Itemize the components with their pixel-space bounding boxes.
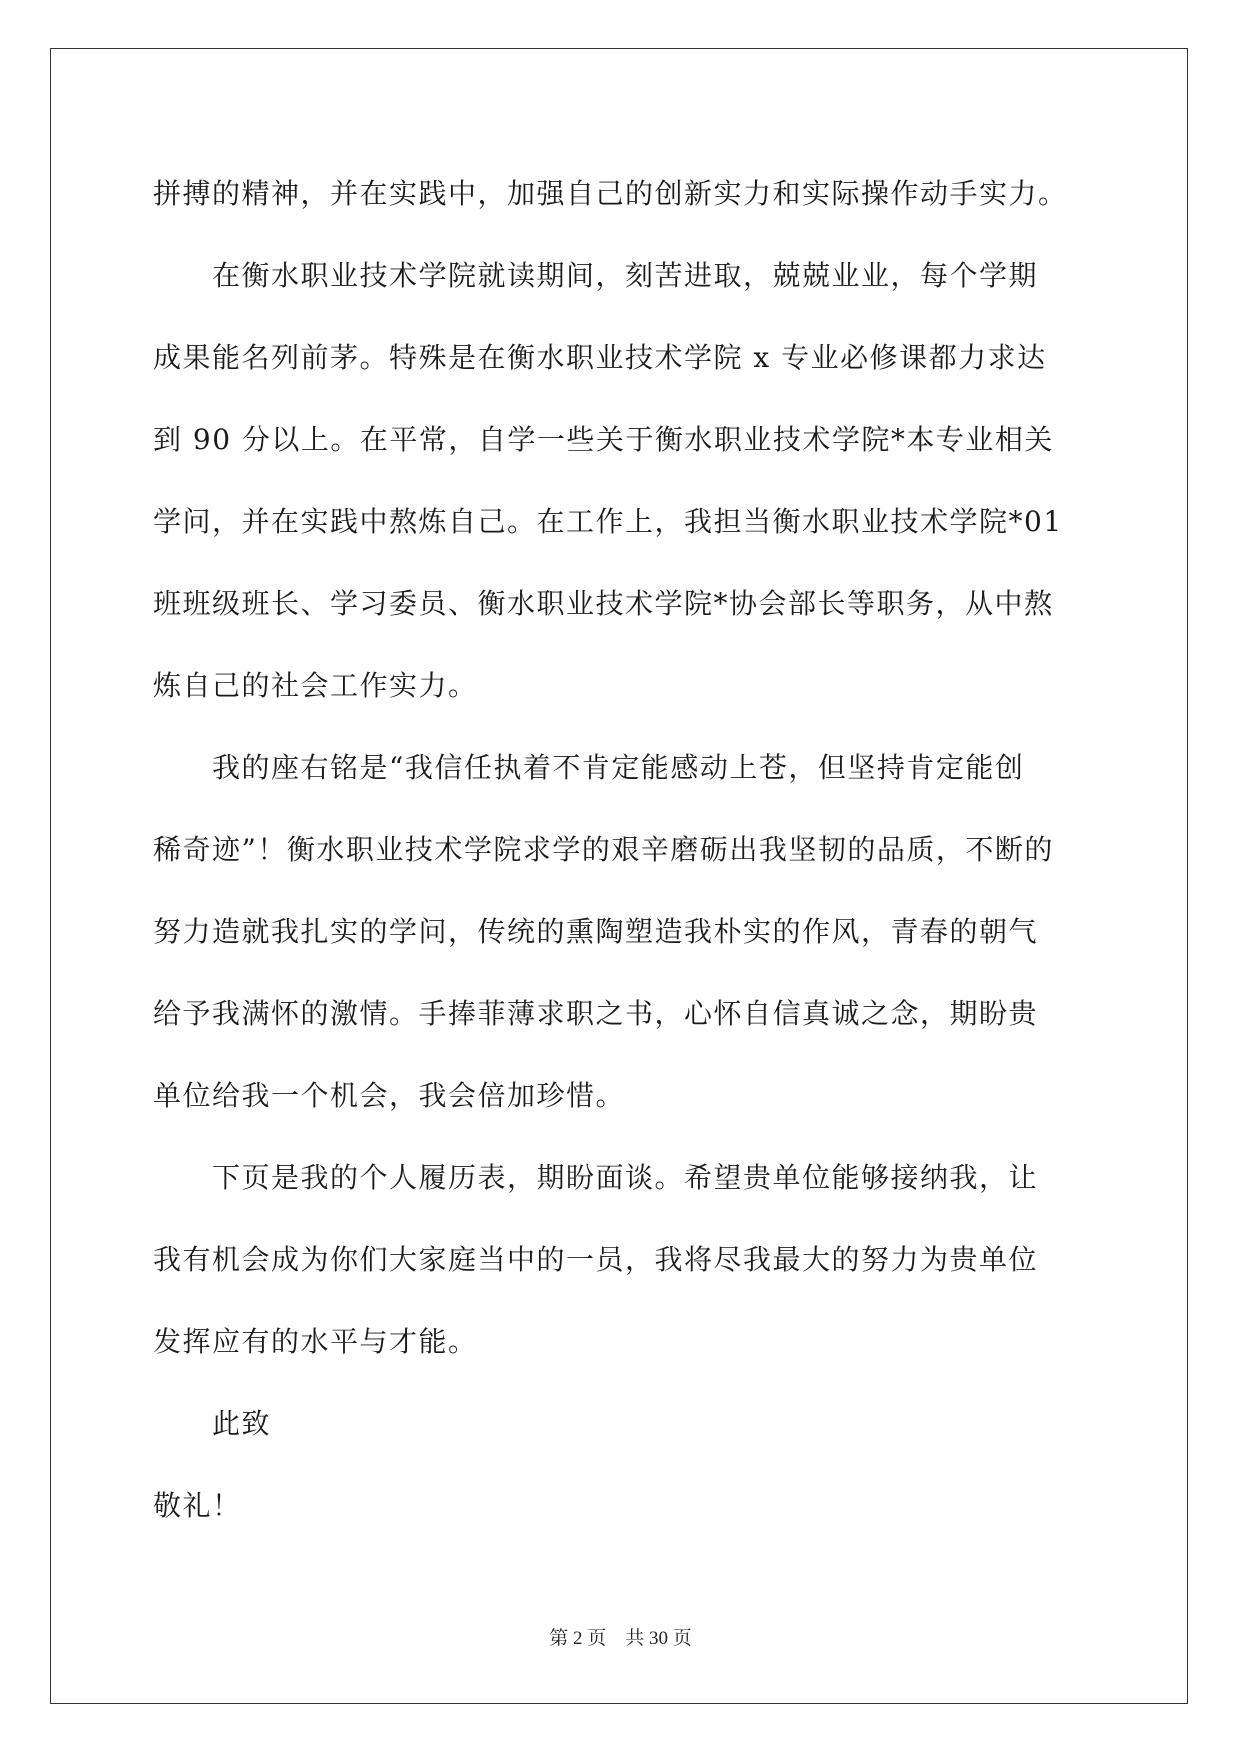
body-line: 班班级班长、学习委员、衡水职业技术学院*协会部长等职务，从中熬 [153,587,1054,620]
body-line: 我的座右铭是“我信任执着不肯定能感动上苍，但坚持肯定能创 [153,751,1025,784]
letter-body [153,153,1093,1547]
body-line: 给予我满怀的激情。手捧菲薄求职之书，心怀自信真诚之念，期盼贵 [153,997,1039,1030]
body-line: 成果能名列前茅。特殊是在衡水职业技术学院 x 专业必修课都力求达 [153,341,1047,374]
body-line: 努力造就我扎实的学问，传统的熏陶塑造我朴实的作风，青春的朝气 [153,915,1039,948]
body-line: 下页是我的个人履历表，期盼面谈。希望贵单位能够接纳我，让 [153,1161,1039,1194]
body-line: 单位给我一个机会，我会倍加珍惜。 [153,1079,626,1112]
salutation-line: 敬礼！ [153,1489,242,1522]
body-line: 发挥应有的水平与才能。 [153,1325,478,1358]
body-line: 炼自己的社会工作实力。 [153,669,478,702]
body-line: 拼搏的精神，并在实践中，加强自己的创新实力和实际操作动手实力。 [153,177,1068,210]
page-total: 共 30 页 [625,1628,692,1649]
body-line: 学问，并在实践中熬炼自己。在工作上，我担当衡水职业技术学院*01 [153,505,1063,538]
body-line: 稀奇迹”！衡水职业技术学院求学的艰辛磨砺出我坚韧的品质，不断的 [153,833,1054,866]
page-number: 第 2 页 [549,1628,607,1649]
page-footer [0,1623,1241,1650]
body-line: 在衡水职业技术学院就读期间，刻苦进取，兢兢业业，每个学期 [153,259,1039,292]
body-line: 我有机会成为你们大家庭当中的一员，我将尽我最大的努力为贵单位 [153,1243,1039,1276]
closing-line: 此致 [153,1407,272,1440]
body-line: 到 90 分以上。在平常，自学一些关于衡水职业技术学院*本专业相关 [153,423,1054,456]
